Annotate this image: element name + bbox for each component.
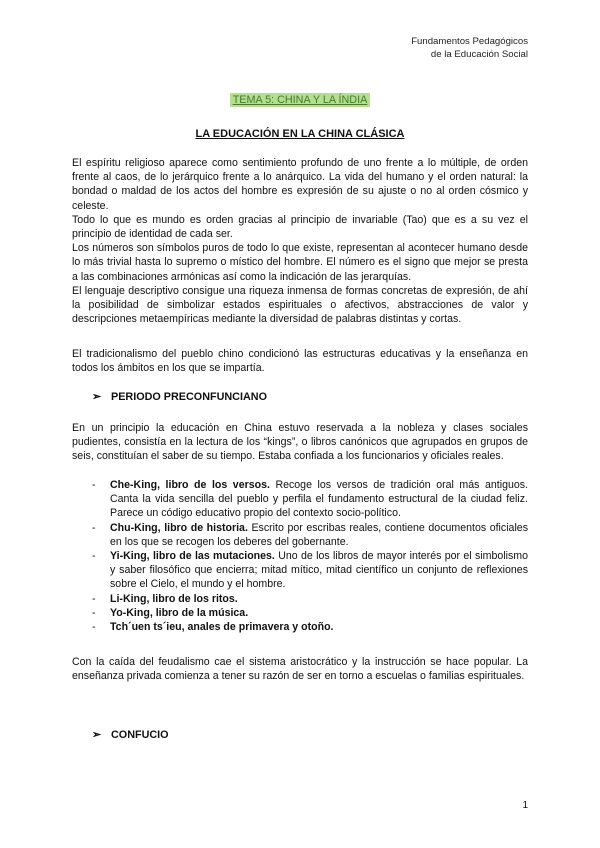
page-number: 1 bbox=[522, 800, 528, 811]
topic-highlight: TEMA 5: CHINA Y LA ÍNDIA bbox=[230, 93, 371, 107]
dash-bullet: - bbox=[92, 621, 96, 634]
arrow-bullet-icon: ➢ bbox=[92, 729, 102, 741]
list-item bbox=[92, 478, 528, 521]
list-item-text: Escrito por escribas reales, contiene documentos oficiales en los que se recogen los deberes del gobernante. bbox=[110, 521, 528, 548]
list-item-title: Tch´uen ts´ieu, anales de primavera y otoño. bbox=[110, 621, 334, 634]
list-item-title: Chu-King, libro de historia. bbox=[110, 521, 248, 534]
list-item bbox=[92, 606, 528, 620]
list-item-text: Uno de los libros de mayor interés por el simbolismo y saber filosófico que encierra; mitad mítico, mitad científico un conjunto de reflexiones sobre el Cielo, el mundo y el hombre. bbox=[110, 550, 528, 591]
section-heading-text: CONFUCIO bbox=[111, 729, 169, 741]
section1-paragraph: En un principio la educación en China estuvo reservada a la nobleza y clases sociales pudientes, consistía en la lectura de los “kings”, o libros canónicos que agrupados en grupos de seis, constituían el saber de su tiempo. Estaba confiada a los funcionarios y oficiales reales. bbox=[72, 422, 528, 463]
intro-paragraph: Los números son símbolos puros de todo lo que existe, representan al acontecer humano desde lo más trivial hasta lo supremo o místico del hombre. El número es el signo que mejor se presta a las combinaciones armónicas así como la indicación de las jerarquías. bbox=[72, 242, 528, 283]
section1-closing-paragraph: Con la caída del feudalismo cae el sistema aristocrático y la instrucción se hace popular. La enseñanza privada comienza a tener su razón de ser en torno a escuelas o familias espirituales. bbox=[72, 656, 528, 683]
list-item-title: Che-King, libro de los versos. bbox=[110, 479, 270, 491]
document-title: LA EDUCACIÓN EN LA CHINA CLÁSICA bbox=[195, 128, 405, 140]
list-item bbox=[92, 620, 528, 634]
page-header bbox=[411, 35, 528, 61]
intro-paragraph: El lenguaje descriptivo consigue una riqueza inmensa de formas concretas de expresión, de ahí la posibilidad de simbolizar estados espirituales o afectivos, abstracciones de valor y descripciones metaempíricas mediante la diversidad de palabras distintas y cortas. bbox=[72, 284, 528, 326]
topic-wrapper bbox=[0, 90, 600, 108]
list-item-title: Yi-King, libro de las mutaciones. bbox=[110, 550, 275, 563]
section-heading-confucio bbox=[92, 728, 169, 741]
kings-list bbox=[92, 478, 528, 634]
dash-bullet: - bbox=[92, 479, 96, 491]
dash-bullet: - bbox=[92, 592, 96, 605]
list-item bbox=[92, 549, 528, 592]
header-course: Fundamentos Pedagógicos bbox=[411, 36, 528, 47]
intro-paragraph: Todo lo que es mundo es orden gracias al principio de invariable (Tao) que es a su vez el principio de identidad de cada ser. bbox=[72, 213, 528, 241]
section-heading-text: PERIODO PRECONFUNCIANO bbox=[111, 391, 267, 403]
list-item-title: Yo-King, libro de la música. bbox=[110, 606, 249, 619]
header-degree: de la Educación Social bbox=[430, 49, 528, 60]
traditionalism-paragraph: El tradicionalismo del pueblo chino condicionó las estructuras educativas y la enseñanza en todos los ámbitos en los que se impartía. bbox=[72, 348, 528, 375]
list-item bbox=[92, 592, 528, 606]
dash-bullet: - bbox=[92, 521, 96, 534]
list-item bbox=[92, 521, 528, 549]
intro-paragraph: El espíritu religioso aparece como sentimiento profundo de uno frente a lo múltiple, de orden frente al caos, de lo jerárquico frente a lo anárquico. La vida del humano y el orden natural: la bondad o maldad de los actos del hombre es expresión de su ajuste o no al orden cósmico y celeste. bbox=[72, 157, 528, 212]
list-item-text: Recoge los versos de tradición oral más antiguos. Canta la vida sencilla del pueblo y perfila el fundamento estructural de la ciudad feliz. Parece un código educativo propio del contexto socio-político. bbox=[110, 479, 528, 520]
list-item-title: Li-King, libro de los ritos. bbox=[110, 592, 238, 605]
arrow-bullet-icon: ➢ bbox=[92, 391, 102, 403]
dash-bullet: - bbox=[92, 606, 96, 619]
intro-block bbox=[72, 156, 528, 326]
section-heading-preconfuciano bbox=[92, 390, 267, 403]
dash-bullet: - bbox=[92, 550, 96, 563]
